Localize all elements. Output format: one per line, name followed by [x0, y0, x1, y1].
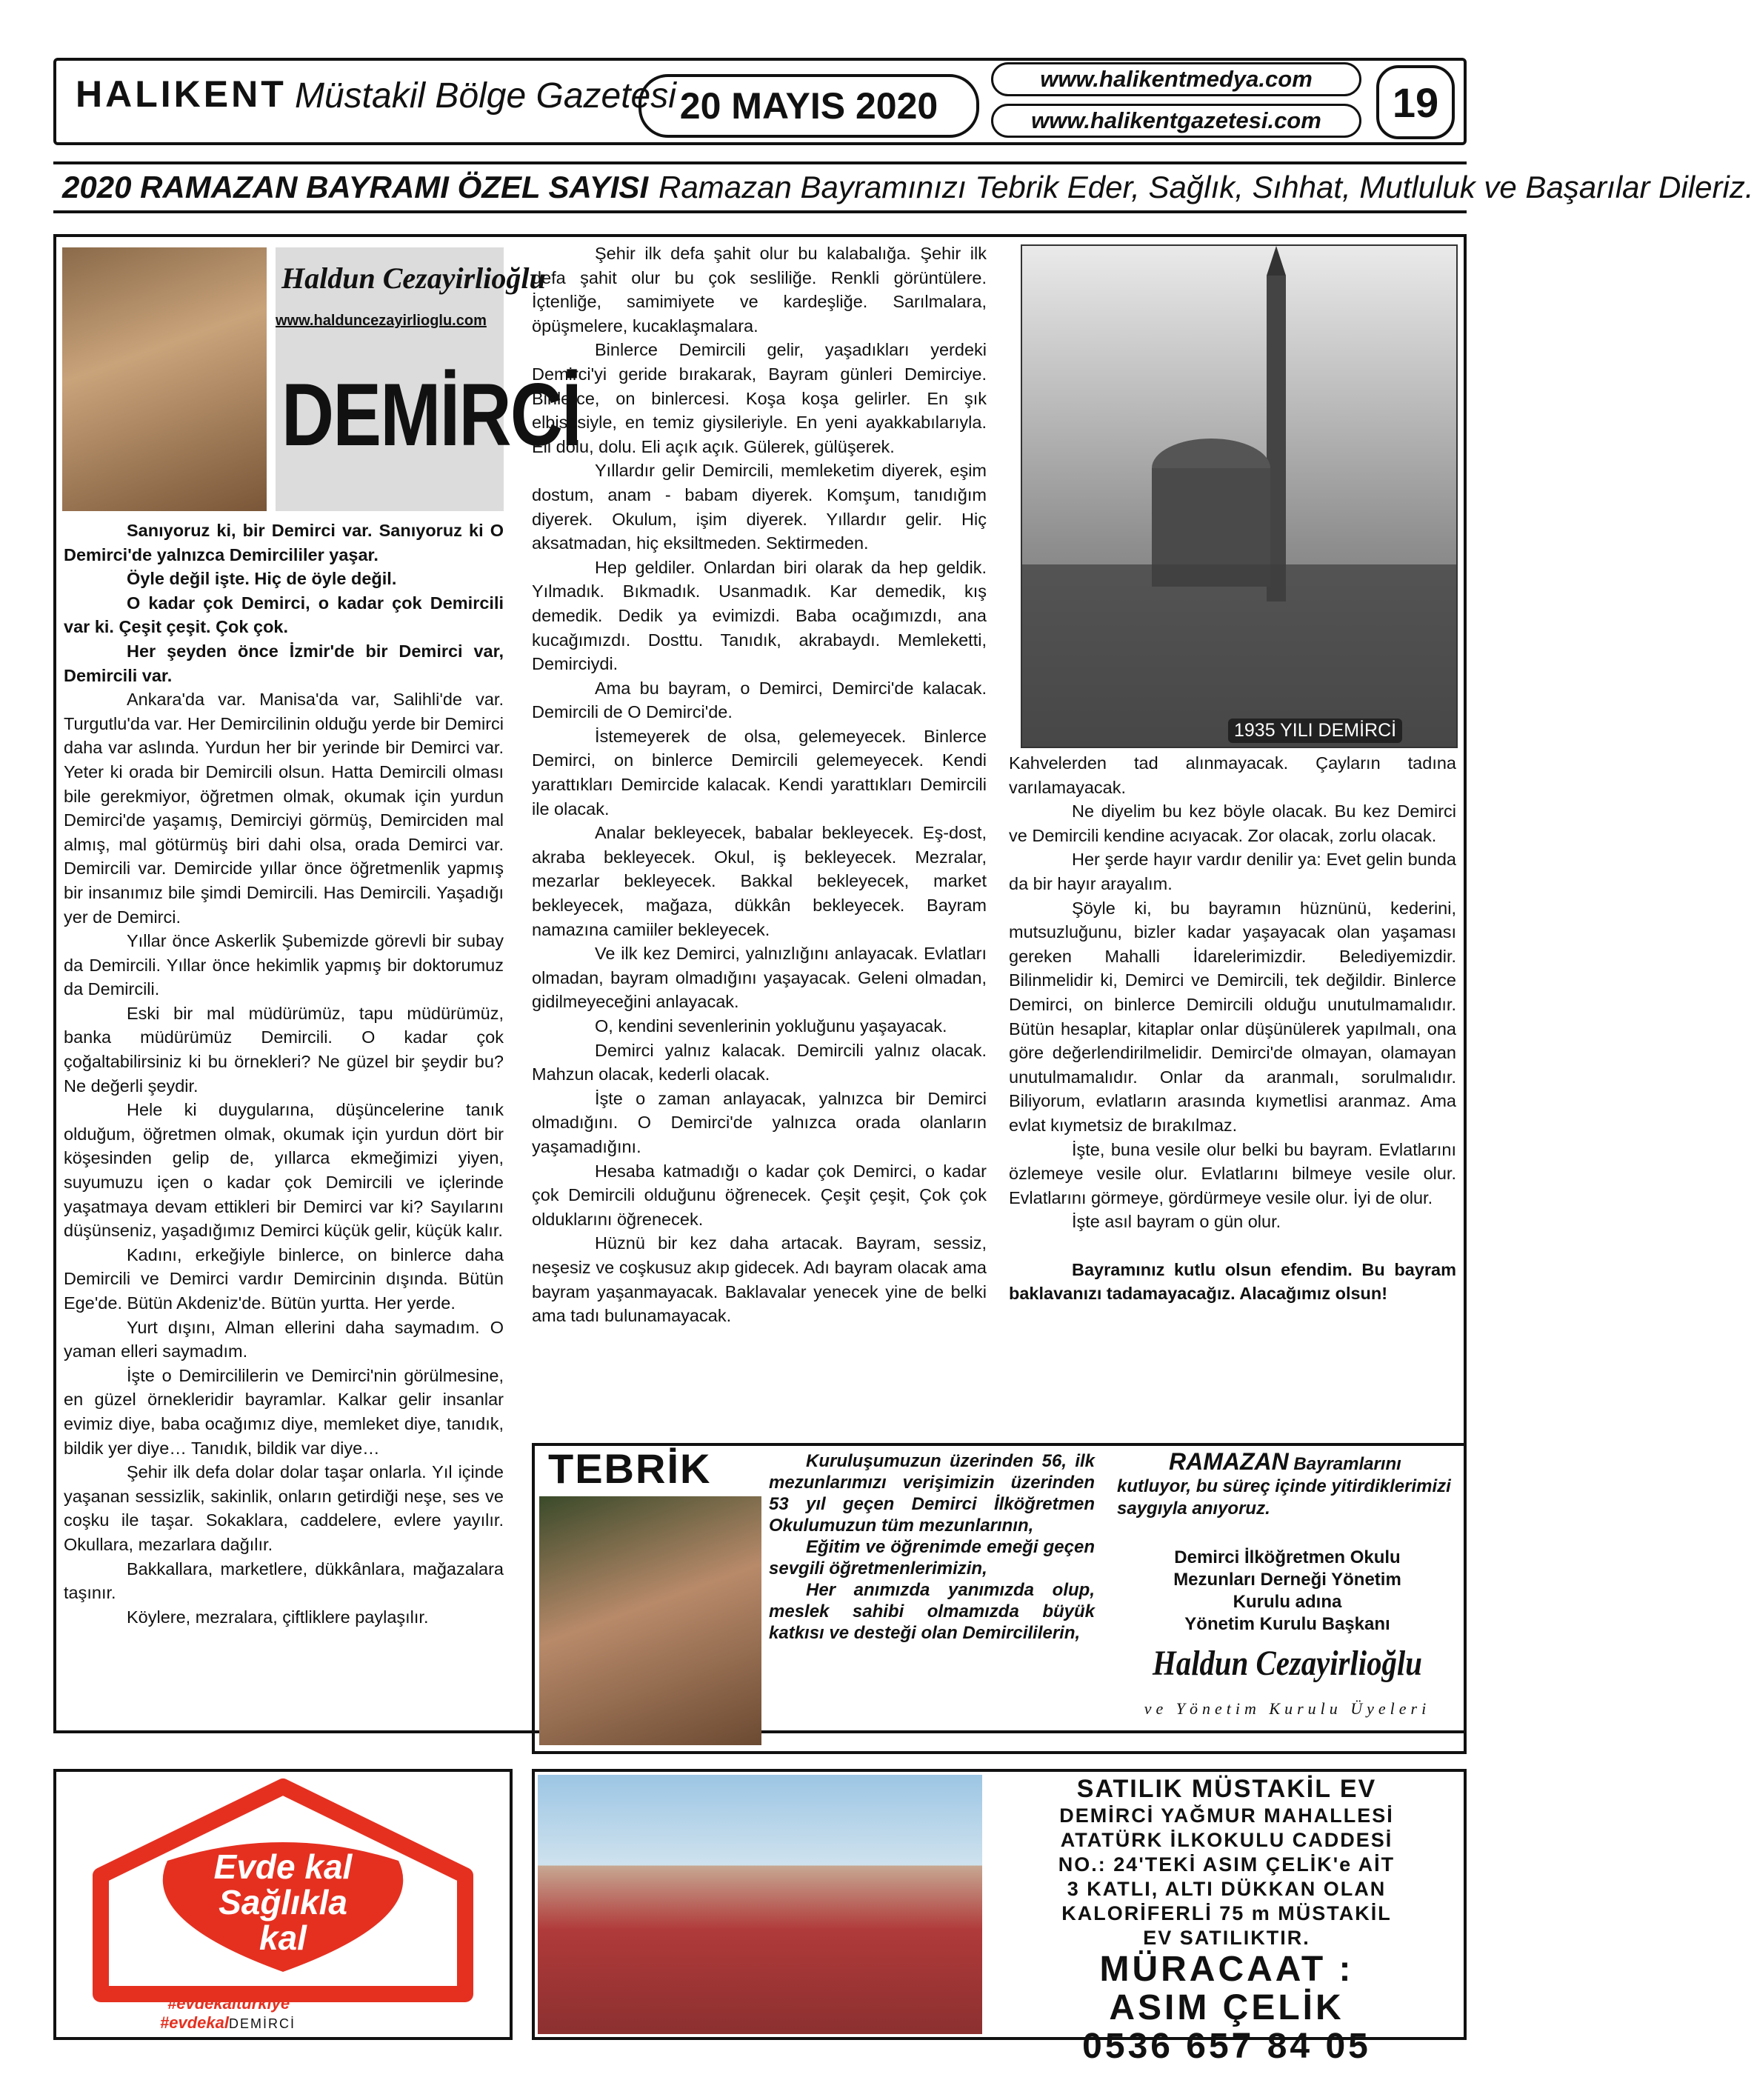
hashtag-2: #evdekal — [160, 2013, 229, 2032]
paragraph: Şöyle ki, bu bayramın hüznünü, kederini, mutsuzluğunu, bizler kadar yaşayacak olan yaşaması gereken Mahalli İdarelerimizdir. Belediyemizdir. Bilinmelidir ki, Demirci ve Demircili, tek değildir. Binlerce Demirci, on binlerce Demircili olduğu unutulmamalıdır. Bütün hesaplar, kitaplar onlar düşünülerek yapılmalı, ona göre değerlendirilmelidir. Demirci'de olmayan, olamayan unutulmamalıdır. Onlar da aranmalı, sorulmalıdır. Biliyorum, evlatların arasında kıymetlisi aranmaz. Ama evlat kıymetsiz de bırakılmaz. — [1009, 898, 1456, 1135]
paragraph: O kadar çok Demirci, o kadar çok Demircili var ki. Çeşit çeşit. Çok çok. — [64, 593, 504, 637]
paragraph: Ankara'da var. Manisa'da var, Salihli'de var. Turgutlu'da var. Her Demircilinin olduğu yerde bir Demirci daha var aslında. Yurdun her bir yerinde bir Demirci var. Yeter ki orada bir Demircili olsun. Hatta Demircili olması bile gerekmiyor, öğretmen olmak, okumak için yurdun Demirci'de yaşamış, Demirciyi görmüş, Demirciden mal almış, mal götürmüş biri dahi olsa, orada Demirci var. Demircili var. Demircide yıllar önce öğretmenlik yapmış bir insanımız bile şimdi Demircili. Has Demircili. Yaşadığı yer de Demirci. — [64, 690, 504, 927]
paragraph: Kuruluşumuzun üzerinden 56, ilk mezunlarımızı verişimizin üzerinden 53 yıl geçen Demirci İlköğretmen Okulumuzun tüm mezunlarının, — [769, 1451, 1095, 1536]
paragraph: Her anımızda yanımızda olup, meslek sahibi olmamızda büyük katkısı ve desteği olan Demircililerin, — [769, 1580, 1095, 1643]
paragraph: Öyle değil işte. Hiç de öyle değil. — [127, 569, 397, 589]
closing-paragraph: Bayramınız kutlu olsun efendim. Bu bayram baklavanızı tadamayacağız. Alacağımız olsun! — [1009, 1259, 1456, 1304]
paragraph: Bakkallara, marketlere, dükkânlara, mağazalara taşınır. — [64, 1559, 504, 1603]
hashtag-1: #evdekaltürkiye — [167, 1994, 290, 2013]
paragraph: İşte, buna vesile olur belki bu bayram. Evlatlarını özlemeye vesile olur. Evlatlarını bilmeye vesile olur. Evlatlarını görmeye, gördürmeye vesile olur. İyi de olur. — [1009, 1139, 1456, 1207]
author-name: Haldun Cezayirlioğlu — [281, 261, 546, 295]
old-town-photo — [1021, 244, 1458, 748]
sale-line: DEMİRCİ YAĞMUR MAHALLESİ — [1059, 1804, 1394, 1827]
sale-line: NO.: 24'TEKİ ASIM ÇELİK'e AİT — [1058, 1853, 1395, 1876]
paragraph: Hesaba katmadığı o kadar çok Demirci, o kadar çok Demircili olduğunu öğrenecek. Çeşit çeşit, Çok çok olduklarını öğrenecek. — [532, 1161, 987, 1229]
author-photo — [62, 247, 267, 511]
paragraph: İstemeyerek de olsa, gelemeyecek. Binlerce Demirci, on binlerce Demircili gelemeyecek. Kendi yarattıkları Demircide kalacak. Kendi yarattıkları Demircili ile olacak. — [532, 726, 987, 819]
org-line: Mezunları Derneği Yönetim — [1173, 1570, 1401, 1590]
paragraph: Şehir ilk defa dolar dolar taşar onlarla. Yıl içinde yaşanan sessizlik, sakinlik, onların getirdiği neşe, ses ve coşku ile taşar. Sokaklara, caddelere, evlere yayılır. Okullara, mezarlara dağılır. — [64, 1462, 504, 1554]
sale-line: ATATÜRK İLKOKULU CADDESİ — [1060, 1829, 1393, 1851]
tebrik-title: TEBRİK — [548, 1445, 712, 1492]
contact-name: ASIM ÇELİK — [1109, 1988, 1344, 2027]
slogan-line: kal — [259, 1919, 307, 1957]
tebrik-photo — [539, 1496, 761, 1745]
sale-line: KALORİFERLİ 75 m MÜSTAKİL — [1061, 1902, 1392, 1924]
paragraph: Ne diyelim bu kez böyle olacak. Bu kez Demirci ve Demircili kendine acıyacak. Zor olacak, zorlu olacak. — [1009, 801, 1456, 845]
article-headline: DEMİRCİ — [281, 365, 581, 464]
hashtag-2-line — [160, 2013, 296, 2033]
evde-kal-ad — [53, 1769, 513, 2040]
tebrik-text — [769, 1450, 1095, 1644]
paragraph: Kadını, erkeğiyle binlerce, on binlerce daha Demircili ve Demirci vardır Demircinin dışında. Bütün Ege'de. Bütün Akdeniz'de. Bütün yurtta. Her yerde. — [64, 1244, 504, 1313]
issue-date: 20 MAYIS 2020 — [638, 74, 979, 138]
paragraph: Eski bir mal müdürümüz, tapu müdürümüz, banka müdürümüz Demircili. O kadar çok çoğaltabilirsiniz ki bu örnekleri? Ne güzel bir şeydir bu? Ne değerli şeydir. — [64, 1003, 504, 1096]
house-photo — [538, 1775, 982, 2034]
paragraph: Binlerce Demircili gelir, yaşadıkları yerdeki Demirci'yi geride bırakarak, Bayram günleri Demirciye. Binlerce, on binlercesi. Koşa koşa gelirler. En şık elbisesiyle, en temiz giysileriyle. En yeni ayakkabılarıyla. Eli dolu, dolu. Eli açık açık. Gülerek, gülüşerek. — [532, 340, 987, 456]
author-website[interactable]: www.halduncezayirlioglu.com — [276, 313, 487, 329]
website-link-1[interactable]: www.halikentmedya.com — [991, 62, 1361, 96]
paragraph: Hüznü bir kez daha artacak. Bayram, sessiz, neşesiz ve coşkusuz akıp gidecek. Adı bayram olacak ama bayram yaşanmayacak. Baklavalar yenecek yine de belki ama tadı bulunamayacak. — [532, 1233, 987, 1326]
paragraph: Şehir ilk defa şahit olur bu kalabalığa. Şehir ilk defa şahit olur bu çok sesliliğe. Renkli görüntülere. İçtenliğe, samimiyete ve kardeşliğe. Sarılmalara, öpüşmelere, kucaklaşmalara. — [532, 244, 987, 336]
paper-subtitle: Müstakil Bölge Gazetesi — [295, 76, 676, 116]
ramazan-rest: Bayramlarını kutluyor, bu süreç içinde yitirdiklerimizi saygıyla anıyoruz. — [1117, 1454, 1451, 1519]
ramazan-message — [1117, 1450, 1458, 1520]
paragraph: Sanıyoruz ki, bir Demirci var. Sanıyoruz ki O Demirci'de yalnızca Demircililer yaşar. — [64, 521, 504, 564]
paragraph: Yıllar önce Askerlik Şubemizde görevli bir subay da Demircili. Yıllar önce hekimlik yapmış bir doktorumuz da Demircili. — [64, 931, 504, 999]
website-link-2[interactable]: www.halikentgazetesi.com — [991, 104, 1361, 138]
paragraph: Hep geldiler. Onlardan biri olarak da hep geldik. Yılmadık. Bıkmadık. Usanmadık. Kar demedik, kış demedik. Dedik ya evimizdi. Baba ocağımızdı, ana kucağımızdı. Dosttu. Tanıdık, akrabaydı. Memleketti, Demirciydi. — [532, 557, 987, 674]
article-column-1 — [64, 519, 504, 1629]
sale-text — [993, 1775, 1461, 2066]
paragraph: Hele ki duygularına, düşüncelerine tanık olduğum, öğretmen olmak, okumak için yurdun dört bir köşesinden gelip de, yıllarca ekmeğimizi yiyen, suyumuzu içen o kadar çok Demircili ve içlerinde yaşatmaya devam ettikleri bir Demirci var ki? Sayılarını düşünseniz, yaşadığımız Demirci küçük gelir, küçük kalır. — [64, 1100, 504, 1241]
article-column-2 — [532, 241, 987, 1328]
evde-kal-slogan — [56, 1849, 510, 1956]
contact-label: MÜRACAAT : — [1099, 1950, 1354, 1989]
paragraph: Demirci yalnız kalacak. Demircili yalnız olacak. Mahzun olacak, kederli olacak. — [532, 1040, 987, 1084]
mosque-silhouette-icon — [1022, 246, 1456, 747]
paragraph: Analar bekleyecek, babalar bekleyecek. Eş-dost, akraba bekleyecek. Okul, iş bekleyecek. Mezralar, mezarlar bekleyecek. Bakkal bekleyecek, market bekleyecek, mağaza, dükkân bekleyecek. Bayram namazına camiiler bekleyecek. — [532, 823, 987, 939]
paragraph: Köylere, mezralara, çiftliklere paylaşılır. — [127, 1607, 429, 1627]
contact-phone[interactable]: 0536 657 84 05 — [1082, 2027, 1371, 2066]
sale-line: 3 KATLI, ALTI DÜKKAN OLAN — [1067, 1878, 1387, 1900]
paper-name: HALIKENT — [76, 73, 287, 115]
paragraph: O, kendini sevenlerinin yokluğunu yaşayacak. — [595, 1016, 947, 1036]
paragraph: Eğitim ve öğrenimde emeği geçen sevgili öğretmenlerimizin, — [769, 1537, 1095, 1579]
photo-caption: 1935 YILI DEMİRCİ — [1228, 719, 1402, 743]
paragraph: Ama bu bayram, o Demirci, Demirci'de kalacak. Demircili de O Demirci'de. — [532, 678, 987, 722]
org-line: Demirci İlköğretmen Okulu — [1174, 1547, 1401, 1567]
paragraph: Ve ilk kez Demirci, yalnızlığını anlayacak. Evlatları olmadan, bayram olmadığını yaşayacak. Geleni olmadan, gidilmeyeceğini anlayacak. — [532, 944, 987, 1012]
special-issue-bar — [53, 161, 1754, 213]
paragraph: Her şerde hayır vardır denilir ya: Evet gelin bunda da bir hayır arayalım. — [1009, 850, 1456, 893]
org-line: Yönetim Kurulu Başkanı — [1184, 1614, 1390, 1634]
signature: Haldun Cezayirlioğlu — [1153, 1644, 1422, 1683]
paragraph: İşte o zaman anlayacak, yalnızca bir Demirci olmadığını. O Demirci'de yalnızca orada olanların yaşamadığını. — [532, 1088, 987, 1156]
hashtag-2-suffix: DEMİRCİ — [228, 2016, 296, 2031]
special-issue-title: 2020 RAMAZAN BAYRAMI ÖZEL SAYISI — [62, 170, 649, 204]
ramazan-word: RAMAZAN — [1169, 1448, 1289, 1475]
paragraph: Yıllardır gelir Demircili, memleketim diyerek, eşim dostum, anam - babam diyerek. Komşum, tanıdığım diyerek. Okulum, işim diyerek. Yıllardır gelir. Hiç aksatmadan, hiç eksiltmeden. Sektirmeden. — [532, 461, 987, 553]
sale-title: SATILIK MÜSTAKİL EV — [1076, 1775, 1377, 1803]
org-line: Kurulu adına — [1233, 1592, 1342, 1612]
article-column-3 — [1009, 751, 1456, 1306]
page-number: 19 — [1376, 65, 1455, 139]
slogan-line: Evde kal — [213, 1847, 353, 1886]
organization-block — [1117, 1547, 1458, 1636]
signature-subtitle: ve Yönetim Kurulu Üyeleri — [1144, 1699, 1431, 1718]
paragraph: Her şeyden önce İzmir'de bir Demirci var, Demircili var. — [64, 641, 504, 685]
paragraph: İşte o Demircililerin ve Demirci'nin görülmesine, en güzel örnekleridir bayramlar. Kalkar gelir insanlar evimiz diye, baba ocağımız diye, memleket diye, tanıdık, bildik yer diye… Tanıdık, bildik var diye… — [64, 1365, 504, 1458]
paragraph: Kahvelerden tad alınmayacak. Çayların tadına varılamayacak. — [1009, 753, 1456, 797]
special-issue-greeting: Ramazan Bayramınızı Tebrik Eder, Sağlık, Sıhhat, Mutluluk ve Başarılar Dileriz. — [658, 170, 1754, 204]
slogan-line: Sağlıkla — [219, 1883, 347, 1921]
paragraph: İşte asıl bayram o gün olur. — [1072, 1212, 1281, 1232]
paragraph: Yurt dışını, Alman ellerini daha saymadım. O yaman elleri saymadım. — [64, 1317, 504, 1361]
sale-line: EV SATILIKTIR. — [1143, 1927, 1310, 1949]
